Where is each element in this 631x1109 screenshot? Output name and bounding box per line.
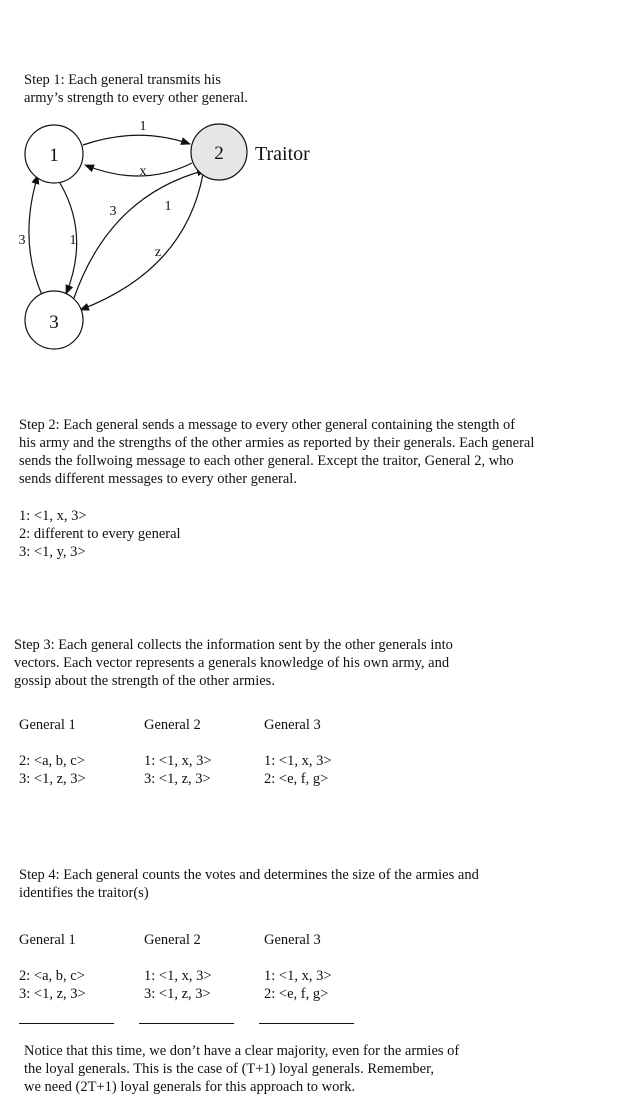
notice-text: Notice that this time, we don’t have a clear majority, even for the armies of the loyal generals. This is the case of (T+1) loyal generals. Remember, we need (2T+1) loyal generals for this approach to work. (24, 1043, 460, 1095)
step3-general-2-line-2: 3: <1, z, 3> (144, 771, 211, 787)
byzantine-generals-diagram (0, 0, 631, 360)
edge-3-to-1 (29, 175, 42, 295)
step2-message-2: 2: different to every general (19, 526, 181, 542)
step3-general-3-line-2: 2: <e, f, g> (264, 771, 329, 787)
edge-2-to-3 (80, 174, 203, 310)
step3-general-3-line-1: 1: <1, x, 3> (264, 753, 332, 769)
edge-label-3-to-1: 3 (18, 233, 26, 248)
node-2-label: 2 (214, 143, 224, 164)
divider-general-1 (19, 1023, 114, 1024)
step4-general-2-title: General 2 (144, 932, 201, 948)
edge-3-to-2 (74, 170, 206, 298)
divider-general-2 (139, 1023, 234, 1024)
edge-label-2-to-1: x (139, 164, 147, 179)
step4-general-1-title: General 1 (19, 932, 76, 948)
step3-general-1-line-2: 3: <1, z, 3> (19, 771, 86, 787)
step3-text: Step 3: Each general collects the information sent by the other generals into vectors. Each vector represents a generals knowledge of his own army, and gossip about the strength of the other armies. (14, 637, 453, 689)
step3-general-2-title: General 2 (144, 717, 201, 733)
step3-general-1-line-1: 2: <a, b, c> (19, 753, 85, 769)
step4-general-3-line-2: 2: <e, f, g> (264, 986, 329, 1002)
edge-2-to-1 (85, 163, 192, 176)
step2-message-3: 3: <1, y, 3> (19, 544, 86, 560)
step4-general-3-line-1: 1: <1, x, 3> (264, 968, 332, 984)
edge-label-3-to-2: 3 (109, 204, 117, 219)
step3-general-1-title: General 1 (19, 717, 76, 733)
step1-text: Step 1: Each general transmits his army’s strength to every other general. (24, 72, 248, 106)
step2-message-1: 1: <1, x, 3> (19, 508, 87, 524)
edge-label-1-to-2: 1 (139, 119, 147, 134)
node-1-label: 1 (49, 145, 59, 166)
step3-general-2-line-1: 1: <1, x, 3> (144, 753, 212, 769)
node-3-label: 3 (49, 312, 59, 333)
step4-general-2-line-2: 3: <1, z, 3> (144, 986, 211, 1002)
step4-general-1-line-1: 2: <a, b, c> (19, 968, 85, 984)
edge-label-1-to-3: 1 (69, 233, 77, 248)
step4-general-1-line-2: 3: <1, z, 3> (19, 986, 86, 1002)
edge-label-1-to-2b: 1 (164, 199, 172, 214)
divider-general-3 (259, 1023, 354, 1024)
edge-label-2-to-3: z (154, 245, 162, 260)
step4-text: Step 4: Each general counts the votes and determines the size of the armies and identifies the traitor(s) (19, 867, 479, 901)
step3-general-3-title: General 3 (264, 717, 321, 733)
step4-general-2-line-1: 1: <1, x, 3> (144, 968, 212, 984)
edge-1-to-2 (83, 135, 190, 145)
step4-general-3-title: General 3 (264, 932, 321, 948)
traitor-label: Traitor (255, 143, 310, 165)
step2-text: Step 2: Each general sends a message to every other general containing the stength of his army and the strengths of the other armies as reported by their generals. Each general sends the follwoing message to each other general. Except the traitor, General 2, who sends different messages to every other general. (19, 417, 535, 487)
